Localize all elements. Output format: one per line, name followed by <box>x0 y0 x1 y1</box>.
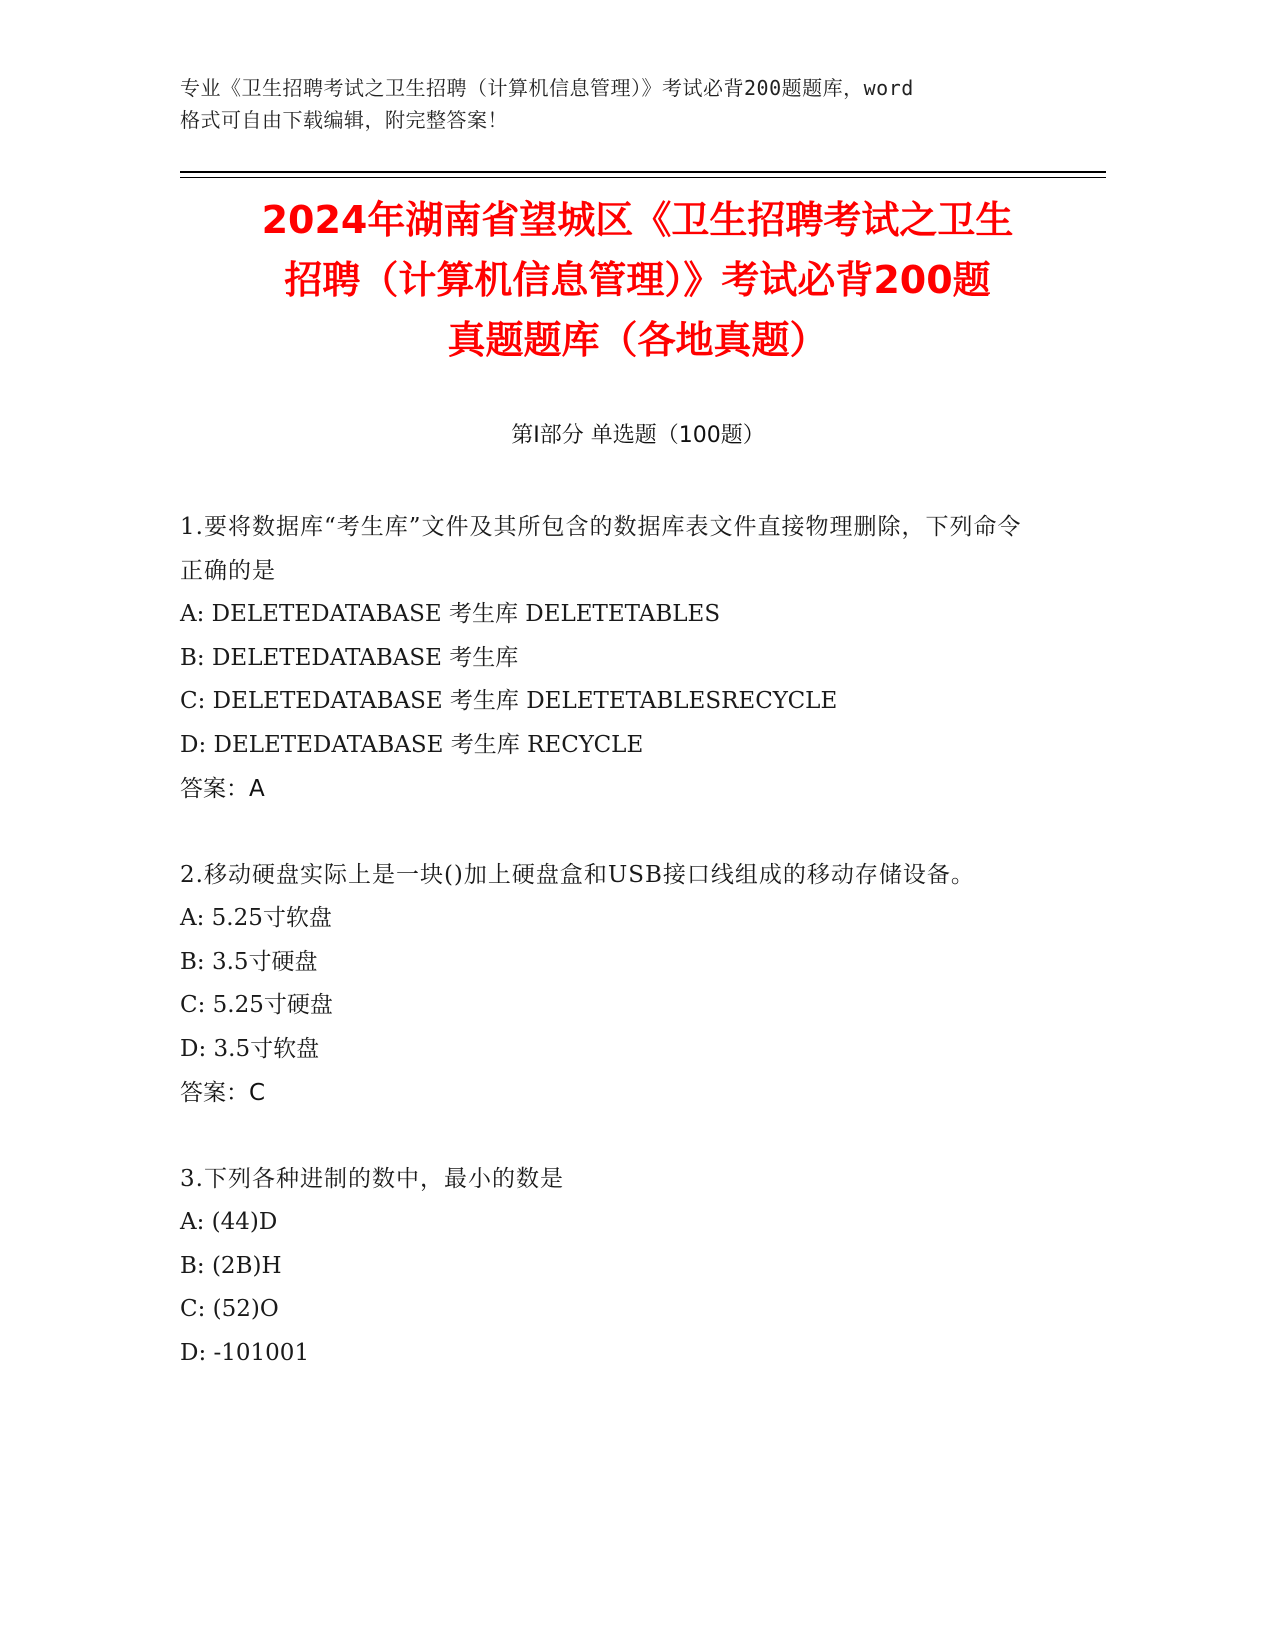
question-2 <box>180 853 1030 1115</box>
option-d: D: 3.5寸软盘 <box>180 1035 320 1062</box>
title-line-1: 2024年湖南省望城区《卫生招聘考试之卫生 <box>261 198 1014 242</box>
question-stem: 3.下列各种进制的数中，最小的数是 <box>180 1166 564 1192</box>
option-b: B: DELETEDATABASE 考生库 <box>180 644 519 671</box>
document-title <box>150 190 1125 370</box>
header-note-line-2: 格式可自由下载编辑，附完整答案！ <box>180 108 508 132</box>
header-divider-thick <box>180 171 1106 173</box>
question-3 <box>180 1157 1030 1375</box>
option-c: C: (52)O <box>180 1296 279 1322</box>
question-1 <box>180 505 1030 811</box>
option-d: D: -101001 <box>180 1339 310 1366</box>
option-a: A: 5.25寸软盘 <box>180 905 332 931</box>
title-line-2: 招聘（计算机信息管理）》考试必背200题 <box>284 258 991 302</box>
question-stem: 1.要将数据库“考生库”文件及其所包含的数据库表文件直接物理删除，下列命令正确的是 <box>180 514 1022 584</box>
question-list <box>180 505 1030 1417</box>
question-stem: 2.移动硬盘实际上是一块()加上硬盘盒和USB接口线组成的移动存储设备。 <box>180 862 975 888</box>
option-a: A: (44)D <box>180 1209 278 1235</box>
option-b: B: (2B)H <box>180 1252 282 1279</box>
answer-line: 答案：A <box>180 776 265 802</box>
header-note-line-1: 专业《卫生招聘考试之卫生招聘（计算机信息管理）》考试必背200题题库，word <box>180 76 914 100</box>
title-line-3: 真题题库（各地真题） <box>447 318 828 362</box>
header-note <box>180 72 1060 136</box>
option-b: B: 3.5寸硬盘 <box>180 948 318 975</box>
section-heading: 第I部分 单选题（100题） <box>511 423 765 448</box>
answer-line: 答案：C <box>180 1080 266 1106</box>
option-c: C: 5.25寸硬盘 <box>180 992 333 1018</box>
option-c: C: DELETEDATABASE 考生库 DELETETABLESRECYCLE <box>180 688 838 714</box>
header-divider-thin <box>180 177 1106 178</box>
option-d: D: DELETEDATABASE 考生库 RECYCLE <box>180 731 644 758</box>
option-a: A: DELETEDATABASE 考生库 DELETETABLES <box>180 601 721 627</box>
